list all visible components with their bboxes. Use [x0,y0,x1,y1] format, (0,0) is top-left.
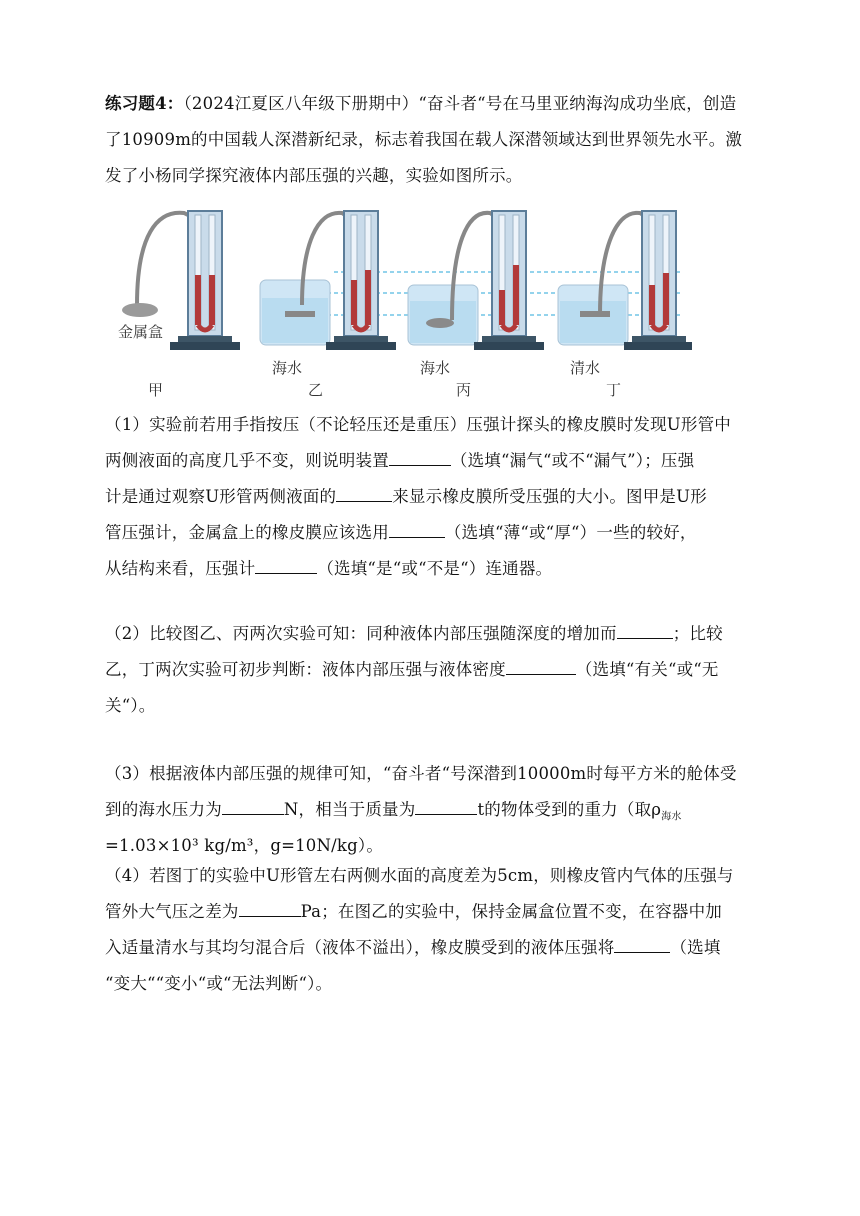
question-3 [105,756,765,864]
answer-blank[interactable] [255,555,317,574]
answer-blank[interactable] [336,483,392,502]
apparatus-ding [558,211,692,350]
answer-blank[interactable] [614,934,670,953]
answer-blank[interactable] [389,447,451,466]
problem-tag: 练习题4： [105,94,184,113]
metal-box-label: 金属盒 [118,323,164,341]
q1-text: 两侧液面的高度几乎不变，则说明装置 [105,451,389,470]
q4-text: （选填 [670,938,721,957]
answer-blank[interactable] [415,796,477,815]
caption-yi: 乙 [308,381,324,399]
q2-text: （2）比较图乙、丙两次实验可知：同种液体内部压强随深度的增加而 [105,624,617,643]
intro-line-3: 发了小杨同学探究液体内部压强的兴趣，实验如图所示。 [105,166,523,185]
q3-line-3: =1.03×10³ kg/m³，g=10N/kg）。 [105,836,384,855]
q3-text: N，相当于质量为 [283,800,416,819]
liquid-label-ding: 清水 [570,359,601,377]
q1-text: 从结构来看，压强计 [105,559,256,578]
q1-text: 计是通过观察U形管两侧液面的 [105,487,337,506]
liquid-label-bing: 海水 [420,359,451,377]
q2-line-3: 关“）。 [105,696,156,715]
answer-blank[interactable] [617,620,673,639]
q4-text: 入适量清水与其均匀混合后（液体不溢出），橡皮膜受到的液体压强将 [105,938,615,957]
q1-text: （选填“是“或“不是“）连通器。 [317,559,553,578]
question-4 [105,858,765,1002]
q1-text: 管压强计，金属盒上的橡皮膜应该选用 [105,523,389,542]
caption-jia: 甲 [148,381,164,399]
q1-line-1: （1）实验前若用手指按压（不论轻压还是重压）压强计探头的橡皮膜时发现U形管中 [105,415,732,434]
q3-line-1: （3）根据液体内部压强的规律可知，“奋斗者“号深潜到10000m时每平方米的舱体受 [105,764,737,783]
q4-line-1: （4）若图丁的实验中U形管左右两侧水面的高度差为5cm，则橡皮管内气体的压强与 [105,866,734,885]
caption-bing: 丙 [456,381,472,399]
apparatus-yi [260,211,396,350]
q2-text: ；比较 [672,624,723,643]
q1-text: 来显示橡皮膜所受压强的大小。图甲是U形 [392,487,707,506]
q4-text: 管外大气压之差为 [105,902,239,921]
intro-line-2: 了10909m的中国载人深潜新纪录，标志着我国在载人深潜领域达到世界领先水平。激 [105,130,743,149]
answer-blank[interactable] [239,898,301,917]
metal-box-icon [122,303,158,317]
q2-text: （选填“有关“或“无 [575,660,719,679]
experiment-figure [112,205,692,410]
question-2 [105,616,765,724]
answer-blank[interactable] [506,656,576,675]
caption-ding: 丁 [606,381,622,399]
q3-text: 到的海水压力为 [105,800,222,819]
intro-line-1: （2024江夏区八年级下册期中）“奋斗者“号在马里亚纳海沟成功坐底，创造 [183,94,737,113]
q1-text: （选填“漏气“或不“漏气”）；压强 [450,451,695,470]
q4-line-4: “变大““变小“或“无法判断“）。 [105,974,333,993]
apparatus-bing [408,211,544,350]
liquid-label-yi: 海水 [272,359,303,377]
answer-blank[interactable] [389,519,445,538]
rho-subscript: 海水 [661,811,682,823]
q4-text: Pa；在图乙的实验中，保持金属盒位置不变，在容器中加 [300,902,723,921]
question-1 [105,407,765,587]
answer-blank[interactable] [222,796,284,815]
problem-intro [105,86,765,194]
q1-text: （选填“薄“或“厚“）一些的较好， [444,523,697,542]
q3-text: t的物体受到的重力（取ρ [477,800,662,819]
q2-text: 乙，丁两次实验可初步判断：液体内部压强与液体密度 [105,660,506,679]
